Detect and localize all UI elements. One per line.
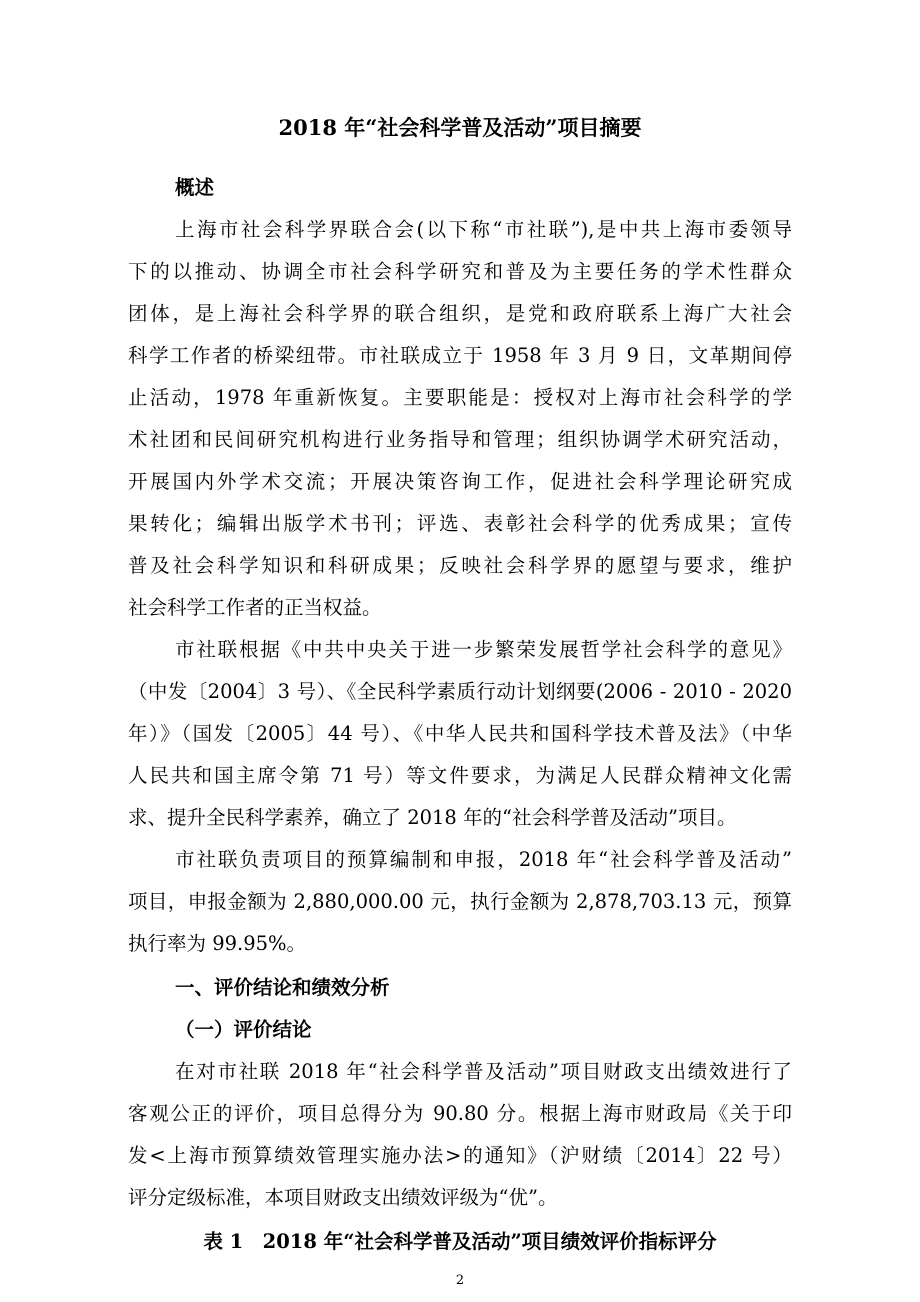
paragraph-line: 科学工作者的桥梁纽带。市社联成立于 1958 年 3 月 9 日，文革期间停 bbox=[128, 344, 792, 367]
paragraph-line: 客观公正的评价，项目总得分为 90.80 分。根据上海市财政局《关于印 bbox=[128, 1102, 792, 1125]
paragraph-line: 止活动，1978 年重新恢复。主要职能是：授权对上海市社会科学的学 bbox=[128, 386, 792, 409]
section-heading-evaluation: 一、评价结论和绩效分析 bbox=[175, 976, 390, 999]
paragraph-line: 术社团和民间研究机构进行业务指导和管理；组织协调学术研究活动， bbox=[128, 428, 792, 451]
paragraph-line: 执行率为 99.95%。 bbox=[128, 932, 307, 955]
paragraph-line: （中发〔2004〕3 号）、《全民科学素质行动计划纲要(2006 - 2010 - 2020 bbox=[128, 680, 792, 703]
overview-heading: 概述 bbox=[175, 176, 215, 199]
paragraph-line: 团体，是上海社会科学界的联合组织，是党和政府联系上海广大社会 bbox=[128, 302, 792, 325]
subsection-heading-conclusion: （一）评价结论 bbox=[175, 1018, 312, 1041]
paragraph-line: 在对市社联 2018 年“社会科学普及活动”项目财政支出绩效进行了 bbox=[175, 1060, 792, 1083]
paragraph-line: 发<上海市预算绩效管理实施办法>的通知》（沪财绩〔2014〕22 号） bbox=[128, 1144, 792, 1167]
paragraph-line: 普及社会科学知识和科研成果；反映社会科学界的愿望与要求，维护 bbox=[128, 554, 792, 577]
table-title: 表 1 2018 年“社会科学普及活动”项目绩效评价指标评分 bbox=[203, 1230, 717, 1253]
paragraph-line: 果转化；编辑出版学术书刊；评选、表彰社会科学的优秀成果；宣传 bbox=[128, 512, 792, 535]
paragraph-line: 社会科学工作者的正当权益。 bbox=[128, 596, 382, 619]
page-number: 2 bbox=[455, 1273, 465, 1288]
paragraph-line: 评分定级标准，本项目财政支出绩效评级为“优”。 bbox=[128, 1186, 558, 1209]
paragraph-line: 市社联负责项目的预算编制和申报，2018 年“社会科学普及活动” bbox=[175, 848, 792, 871]
paragraph-line: 求、提升全民科学素养，确立了 2018 年的“社会科学普及活动”项目。 bbox=[128, 806, 737, 829]
paragraph-line: 项目，申报金额为 2,880,000.00 元，执行金额为 2,878,703.13 元，预算 bbox=[128, 890, 792, 913]
paragraph-line: 人民共和国主席令第 71 号）等文件要求，为满足人民群众精神文化需 bbox=[128, 764, 792, 787]
paragraph-line: 年）》（国发〔2005〕44 号）、《中华人民共和国科学技术普及法》（中华 bbox=[128, 722, 792, 745]
paragraph-line: 市社联根据《中共中央关于进一步繁荣发展哲学社会科学的意见》 bbox=[175, 638, 792, 661]
document-title: 2018 年“社会科学普及活动”项目摘要 bbox=[278, 115, 642, 140]
paragraph-line: 下的以推动、协调全市社会科学研究和普及为主要任务的学术性群众 bbox=[128, 260, 792, 283]
paragraph-line: 上海市社会科学界联合会(以下称“市社联”),是中共上海市委领导 bbox=[175, 218, 792, 241]
paragraph-line: 开展国内外学术交流；开展决策咨询工作，促进社会科学理论研究成 bbox=[128, 470, 792, 493]
